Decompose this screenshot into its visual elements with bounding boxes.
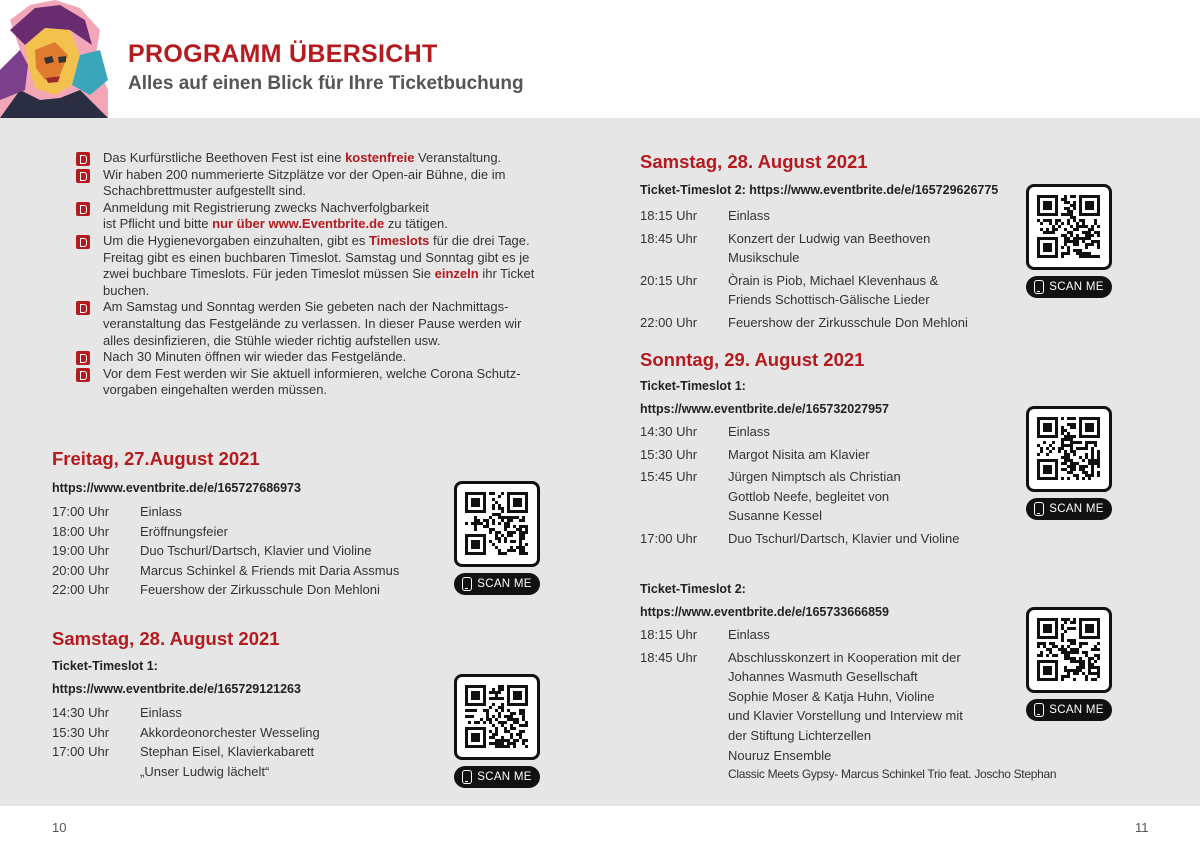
day-heading: Sonntag, 29. August 2021: [640, 349, 865, 370]
phone-icon: [1034, 280, 1044, 294]
highlight-text: kostenfreie: [345, 150, 415, 165]
qr-code-saturday-1[interactable]: [454, 674, 540, 788]
info-bullet: Am Samstag und Sonntag werden Sie gebeten nach der Nachmittags- veranstaltung das Festgelände zu verlassen. In dieser Pause werden wir alles desinfizieren, die Stühle wieder richtig aufstellen usw.: [76, 299, 556, 349]
schedule-row: [640, 529, 1020, 549]
schedule-time: 22:00 Uhr: [640, 314, 698, 330]
schedule-row: [52, 502, 432, 522]
schedule-time: 19:00 Uhr: [52, 543, 110, 559]
b-logo-icon: [76, 368, 90, 382]
schedule-row: [640, 445, 1020, 465]
schedule-time: 18:00 Uhr: [52, 523, 110, 539]
schedule-time: [640, 765, 728, 785]
phone-icon: [462, 770, 472, 784]
scan-me-badge: SCAN ME: [1026, 276, 1112, 298]
qr-code-sunday-2[interactable]: [1026, 607, 1112, 721]
schedule-row: [52, 742, 432, 762]
schedule-row: [640, 313, 1020, 333]
schedule-event: Musikschule: [728, 250, 800, 266]
qr-code-friday[interactable]: [454, 481, 540, 595]
page-subtitle: Alles auf einen Blick für Ihre Ticketbuchung: [128, 73, 524, 94]
scan-me-badge: SCAN ME: [1026, 498, 1112, 520]
schedule-time: [640, 667, 728, 687]
schedule-row: [640, 487, 1020, 507]
page-footer: [0, 806, 1200, 858]
schedule-event: Friends Schottisch-Gälische Lieder: [728, 292, 930, 308]
ticket-url[interactable]: https://www.eventbrite.de/e/165729121263: [52, 682, 301, 696]
friday-section: [52, 448, 432, 600]
schedule-event: Eröffnungsfeier: [140, 523, 228, 539]
schedule-time: [640, 248, 728, 268]
schedule-event: Konzert der Ludwig van Beethoven: [728, 230, 931, 246]
scan-me-badge: SCAN ME: [454, 573, 540, 595]
info-bullet: Nach 30 Minuten öffnen wir wieder das Festgelände.: [76, 349, 556, 366]
qr-code-icon: [1026, 607, 1112, 693]
schedule-time: 20:00 Uhr: [52, 562, 110, 578]
schedule-row: [640, 271, 1020, 291]
qr-code-icon: [1026, 184, 1112, 270]
info-bullet: Das Kurfürstliche Beethoven Fest ist eine kostenfreie Veranstaltung.: [76, 150, 556, 167]
schedule-time: [640, 506, 728, 526]
schedule-row: [640, 726, 1110, 746]
schedule-time: 15:45 Uhr: [640, 469, 698, 485]
schedule-time: 14:30 Uhr: [640, 424, 698, 439]
qr-code-icon: [454, 481, 540, 567]
schedule-event: Duo Tschurl/Dartsch, Klavier und Violine: [140, 543, 372, 559]
schedule-row: [640, 290, 1020, 310]
b-logo-icon: [76, 169, 90, 183]
info-bullet-list: [76, 150, 556, 399]
schedule-time: [640, 706, 728, 726]
page-title: PROGRAMM ÜBERSICHT: [128, 40, 438, 68]
schedule-event: Feuershow der Zirkusschule Don Mehloni: [728, 314, 968, 330]
schedule-event: Einlass: [140, 705, 182, 720]
schedule-event: und Klavier Vorstellung und Interview mit: [728, 708, 963, 724]
schedule-row: [52, 561, 432, 581]
schedule-time: [640, 487, 728, 507]
schedule-row: [52, 580, 432, 600]
schedule-row: [640, 229, 1020, 249]
schedule-event: Akkordeonorchester Wesseling: [140, 724, 320, 740]
schedule-time: 17:00 Uhr: [52, 744, 110, 760]
schedule-time: 22:00 Uhr: [52, 582, 110, 598]
info-bullet: Anmeldung mit Registrierung zwecks Nachverfolgbarkeit ist Pflicht und bitte nur über www.Eventbrite.de zu tätigen.: [76, 200, 556, 233]
ticket-url[interactable]: Ticket-Timeslot 2: https://www.eventbrite.de/e/165729626775: [640, 183, 999, 197]
schedule-row: [640, 746, 1110, 766]
schedule-row: [640, 206, 1020, 226]
schedule-row: [640, 422, 1020, 442]
schedule-event: Òrain is Piob, Michael Klevenhaus &: [728, 272, 939, 288]
phone-icon: [1034, 703, 1044, 717]
schedule-event: Duo Tschurl/Dartsch, Klavier und Violine: [728, 530, 960, 546]
b-logo-icon: [76, 351, 90, 365]
schedule-time: 18:15 Uhr: [640, 208, 698, 223]
page-number-right: 11: [1135, 820, 1149, 835]
b-logo-icon: [76, 301, 90, 315]
schedule-event: Einlass: [728, 627, 770, 642]
qr-code-icon: [1026, 406, 1112, 492]
timeslot-label: Ticket-Timeslot 1:: [640, 379, 746, 393]
sunday-slot1-section: [640, 349, 1020, 549]
schedule-event: Feuershow der Zirkusschule Don Mehloni: [140, 582, 380, 598]
schedule-event: Classic Meets Gypsy- Marcus Schinkel Trio feat. Joscho Stephan: [728, 767, 1057, 782]
scan-me-badge: SCAN ME: [1026, 699, 1112, 721]
ticket-url[interactable]: https://www.eventbrite.de/e/165733666859: [640, 605, 889, 619]
schedule-event: Nouruz Ensemble: [728, 747, 832, 763]
day-heading: Samstag, 28. August 2021: [640, 151, 868, 172]
schedule-time: [640, 726, 728, 746]
schedule-time: 20:15 Uhr: [640, 272, 698, 288]
schedule-time: [52, 762, 140, 782]
qr-code-saturday-2[interactable]: [1026, 184, 1112, 298]
schedule-time: [640, 687, 728, 707]
schedule-event: Jürgen Nimptsch als Christian: [728, 469, 901, 485]
qr-code-sunday-1[interactable]: [1026, 406, 1112, 520]
highlight-text: Timeslots: [368, 232, 430, 248]
schedule-event: Einlass: [728, 424, 770, 439]
phone-icon: [462, 577, 472, 591]
schedule-event: Einlass: [728, 208, 770, 223]
schedule-time: [640, 746, 728, 766]
schedule-time: 14:30 Uhr: [52, 705, 110, 720]
schedule-row: [640, 248, 1020, 268]
schedule-time: 18:45 Uhr: [640, 649, 698, 665]
timeslot-label: Ticket-Timeslot 2:: [640, 582, 746, 596]
schedule-row: [52, 703, 432, 723]
scan-me-badge: SCAN ME: [454, 766, 540, 788]
schedule-time: 18:15 Uhr: [640, 627, 698, 642]
schedule-time: 17:00 Uhr: [640, 530, 698, 546]
schedule-event: Stephan Eisel, Klavierkabarett: [140, 744, 315, 760]
schedule-event: Susanne Kessel: [728, 508, 822, 524]
day-heading: Samstag, 28. August 2021: [52, 628, 280, 649]
schedule-row: [640, 506, 1020, 526]
schedule-list: [52, 703, 432, 781]
day-heading: Freitag, 27.August 2021: [52, 448, 260, 469]
schedule-list: [640, 206, 1020, 333]
schedule-event: Margot Nisita am Klavier: [728, 446, 870, 462]
schedule-event: Marcus Schinkel & Friends mit Daria Assmus: [140, 562, 400, 578]
schedule-event: Gottlob Neefe, begleitet von: [728, 488, 890, 504]
schedule-time: 15:30 Uhr: [52, 724, 110, 740]
schedule-event: Einlass: [140, 504, 182, 519]
timeslot-label: Ticket-Timeslot 1:: [52, 659, 158, 673]
schedule-event: der Stiftung Lichterzellen: [728, 727, 872, 743]
ticket-url[interactable]: https://www.eventbrite.de/e/165732027957: [640, 402, 889, 416]
info-bullet: Wir haben 200 nummerierte Sitzplätze vor der Open-air Bühne, die im Schachbrettmuster aufgestellt sind.: [76, 167, 556, 200]
schedule-row: [640, 467, 1020, 487]
schedule-event: Abschlusskonzert in Kooperation mit der: [728, 649, 961, 665]
saturday-slot2-section: [640, 151, 1020, 333]
schedule-time: [640, 290, 728, 310]
info-bullet: Um die Hygienevorgaben einzuhalten, gibt es Timeslots für die drei Tage. Freitag gibt es einen buchbaren Timeslot. Samstag und Sonntag gibt es je zwei buchbare Timeslots. Für jeden Timeslot müssen Sie einzeln ihr Ticket buchen.: [76, 233, 556, 299]
schedule-time: 15:30 Uhr: [640, 446, 698, 462]
highlight-link-text: nur über www.Eventbrite.de: [212, 216, 385, 232]
saturday-slot1-section: [52, 628, 432, 781]
qr-code-icon: [454, 674, 540, 760]
schedule-time: 17:00 Uhr: [52, 504, 110, 519]
schedule-row: [52, 723, 432, 743]
schedule-row: [52, 762, 432, 782]
schedule-list: [52, 502, 432, 600]
phone-icon: [1034, 502, 1044, 516]
schedule-event: Sophie Moser & Katja Huhn, Violine: [728, 688, 935, 704]
highlight-text: einzeln: [434, 266, 479, 282]
b-logo-icon: [76, 235, 90, 249]
schedule-row: [640, 765, 1110, 785]
b-logo-icon: [76, 202, 90, 216]
page-header: [0, 0, 1200, 118]
ticket-url[interactable]: https://www.eventbrite.de/e/165727686973: [52, 481, 301, 495]
page-number-left: 10: [52, 820, 67, 835]
info-bullet: Vor dem Fest werden wir Sie aktuell informieren, welche Corona Schutz- vorgaben eingehalten werden müssen.: [76, 366, 556, 399]
schedule-row: [52, 522, 432, 542]
schedule-time: 18:45 Uhr: [640, 230, 698, 246]
schedule-event: „Unser Ludwig lächelt“: [140, 763, 270, 779]
schedule-row: [52, 541, 432, 561]
schedule-list: [640, 422, 1020, 549]
schedule-event: Johannes Wasmuth Gesellschaft: [728, 669, 918, 685]
b-logo-icon: [76, 152, 90, 166]
beethoven-portrait: [0, 0, 108, 118]
